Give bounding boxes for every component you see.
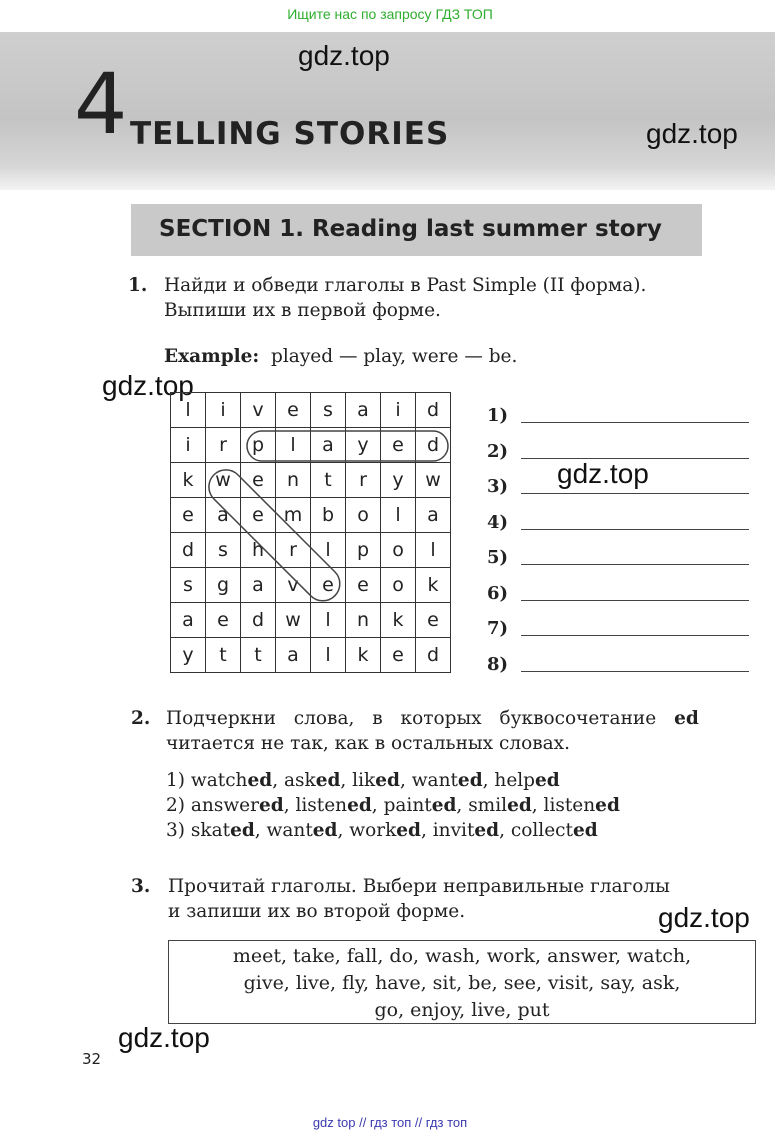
task2-word[interactable]: liked [352, 770, 400, 791]
grid-cell[interactable]: d [416, 428, 451, 463]
grid-cell[interactable]: o [381, 533, 416, 568]
task2-word[interactable]: invited [432, 820, 500, 841]
page-number: 32 [82, 1050, 102, 1068]
task2-word[interactable]: skated [190, 820, 255, 841]
grid-cell[interactable]: d [416, 638, 451, 673]
watermark: gdz.top [658, 902, 750, 933]
grid-row [171, 463, 451, 498]
grid-row [171, 568, 451, 603]
grid-cell[interactable]: i [381, 393, 416, 428]
task2-line2: читается не так, как в остальных словах. [166, 733, 570, 754]
grid-cell[interactable]: d [416, 393, 451, 428]
answer-label: 5) [487, 547, 509, 568]
grid-cell[interactable]: r [346, 463, 381, 498]
grid-cell[interactable]: l [416, 533, 451, 568]
task1-example [164, 344, 517, 369]
grid-cell[interactable]: a [346, 393, 381, 428]
answer-line[interactable] [521, 635, 749, 636]
grid-cell[interactable]: m [276, 498, 311, 533]
grid-cell[interactable]: v [241, 393, 276, 428]
grid-cell[interactable]: e [241, 463, 276, 498]
task2-word[interactable]: listened [543, 795, 620, 816]
task2-word[interactable]: listened [295, 795, 372, 816]
grid-cell[interactable]: l [381, 498, 416, 533]
grid-cell[interactable]: y [381, 463, 416, 498]
grid-cell[interactable]: k [416, 568, 451, 603]
section-title: SECTION 1. Reading last summer story [159, 216, 662, 242]
grid-cell[interactable]: e [381, 638, 416, 673]
grid-row [171, 603, 451, 638]
grid-cell[interactable]: w [206, 463, 241, 498]
grid-cell[interactable]: s [171, 568, 206, 603]
task2-word[interactable]: helped [494, 770, 560, 791]
grid-cell[interactable]: l [276, 428, 311, 463]
chapter-title: TELLING STORIES [130, 116, 450, 152]
watermark: gdz.top [118, 1022, 210, 1053]
grid-cell[interactable]: a [171, 603, 206, 638]
grid-cell[interactable]: h [241, 533, 276, 568]
answer-row [487, 583, 752, 618]
grid-row [171, 638, 451, 673]
grid-cell[interactable]: p [346, 533, 381, 568]
grid-cell[interactable]: a [206, 498, 241, 533]
answer-row [487, 512, 752, 547]
task2-number: 2. [131, 708, 151, 729]
grid-cell[interactable]: l [311, 603, 346, 638]
grid-cell[interactable]: a [276, 638, 311, 673]
grid-cell[interactable]: e [171, 498, 206, 533]
answer-label: 4) [487, 511, 509, 533]
grid-cell[interactable]: n [346, 603, 381, 638]
answer-line[interactable] [521, 493, 749, 494]
grid-cell[interactable]: b [311, 498, 346, 533]
task2-word[interactable]: answered [190, 795, 284, 816]
grid-cell[interactable]: s [206, 533, 241, 568]
grid-row [171, 533, 451, 568]
bottom-note[interactable]: gdz top // гдз топ // гдз топ [312, 1115, 468, 1130]
grid-cell[interactable]: v [276, 568, 311, 603]
task3-number: 3. [131, 876, 151, 897]
verb-box [168, 940, 756, 1024]
answer-label: 6) [487, 582, 509, 604]
grid-cell[interactable]: l [311, 533, 346, 568]
grid-cell[interactable]: k [171, 463, 206, 498]
grid-cell[interactable]: o [346, 498, 381, 533]
answer-line[interactable] [521, 529, 749, 530]
grid-cell[interactable]: i [206, 393, 241, 428]
task1-line1: Найди и обведи глаголы в Past Simple (II форма). [164, 275, 647, 296]
answer-line[interactable] [521, 564, 749, 565]
task2-word[interactable]: collected [510, 820, 598, 841]
grid-row [171, 393, 451, 428]
grid-cell[interactable]: e [416, 603, 451, 638]
task2-row-number: 1) [166, 770, 185, 791]
grid-cell[interactable]: o [381, 568, 416, 603]
grid-cell[interactable]: d [171, 533, 206, 568]
task2-row-number: 3) [166, 820, 185, 841]
answer-label: 2) [487, 440, 509, 462]
grid-row [171, 498, 451, 533]
answer-line[interactable] [521, 671, 749, 672]
task2-word[interactable]: smiled [468, 795, 532, 816]
answer-label: 8) [487, 653, 509, 675]
answer-row [487, 405, 752, 440]
verb-line-1: meet, take, fall, do, wash, work, answer, watch, [232, 945, 692, 967]
word-search-table [170, 392, 451, 673]
grid-cell[interactable]: n [276, 463, 311, 498]
example-label: Example: [164, 346, 260, 367]
grid-cell[interactable]: y [171, 638, 206, 673]
task2-instruction [166, 706, 756, 756]
grid-cell[interactable]: e [276, 393, 311, 428]
watermark: gdz.top [298, 40, 390, 71]
grid-cell[interactable]: a [241, 568, 276, 603]
section-banner [131, 204, 702, 256]
top-note: Ищите нас по запросу ГДЗ ТОП [287, 6, 493, 22]
answer-line[interactable] [521, 422, 749, 423]
grid-cell[interactable]: l [171, 393, 206, 428]
grid-cell[interactable]: d [241, 603, 276, 638]
grid-cell[interactable]: e [311, 568, 346, 603]
grid-cell[interactable]: t [311, 463, 346, 498]
grid-cell[interactable]: a [311, 428, 346, 463]
grid-cell[interactable]: p [241, 428, 276, 463]
watermark: gdz.top [102, 370, 194, 401]
task1-instruction [164, 273, 764, 323]
task2-list [166, 768, 620, 843]
word-search-grid[interactable] [170, 392, 451, 673]
grid-cell[interactable]: y [346, 428, 381, 463]
answer-label: 7) [487, 618, 509, 639]
task2-row: 3) skated, wanted, worked, invited, collected [166, 820, 598, 841]
grid-cell[interactable]: l [311, 638, 346, 673]
task1-number: 1. [128, 275, 148, 296]
grid-cell[interactable]: k [346, 638, 381, 673]
grid-cell[interactable]: t [241, 638, 276, 673]
watermark: gdz.top [646, 118, 738, 149]
task2-word[interactable]: wanted [266, 820, 338, 841]
task2-row: 2) answered, listened, painted, smiled, listened [166, 795, 620, 816]
grid-cell[interactable]: e [206, 603, 241, 638]
grid-cell[interactable]: a [416, 498, 451, 533]
grid-cell[interactable]: k [381, 603, 416, 638]
grid-cell[interactable]: w [416, 463, 451, 498]
grid-cell[interactable]: i [171, 428, 206, 463]
task2-word[interactable]: painted [383, 795, 457, 816]
grid-cell[interactable]: e [241, 498, 276, 533]
task2-line1: Подчеркни слова, в которых буквосочетание ed [166, 708, 699, 729]
task2-row-number: 2) [166, 795, 185, 816]
grid-cell[interactable]: t [206, 638, 241, 673]
example-text: played — play, were — be. [271, 346, 518, 367]
grid-cell[interactable]: e [381, 428, 416, 463]
answer-label: 1) [487, 405, 509, 426]
chapter-number: 4 [74, 55, 128, 153]
grid-cell[interactable]: s [311, 393, 346, 428]
grid-cell[interactable]: g [206, 568, 241, 603]
grid-cell[interactable]: r [276, 533, 311, 568]
grid-cell[interactable]: w [276, 603, 311, 638]
task2-word[interactable]: wanted [411, 770, 483, 791]
task2-row: 1) watched, asked, liked, wanted, helped [166, 770, 560, 791]
watermark: gdz.top [557, 458, 649, 489]
task2-word[interactable]: asked [283, 770, 341, 791]
verb-line-3: go, enjoy, live, put [374, 999, 550, 1021]
task3-line1: Прочитай глаголы. Выбери неправильные глаголы [168, 876, 670, 897]
task1-line2: Выпиши их в первой форме. [164, 300, 441, 321]
grid-cell[interactable]: e [346, 568, 381, 603]
grid-cell[interactable]: r [206, 428, 241, 463]
answer-row [487, 654, 752, 689]
answer-line[interactable] [521, 600, 749, 601]
answer-row [487, 618, 752, 653]
task3-line2: и запиши их во второй форме. [168, 901, 466, 922]
verb-line-2: give, live, fly, have, sit, be, see, visit, say, ask, [243, 972, 681, 994]
grid-row [171, 428, 451, 463]
task2-word[interactable]: worked [349, 820, 421, 841]
answer-label: 3) [487, 476, 509, 497]
answer-row [487, 547, 752, 582]
task2-word[interactable]: watched [190, 770, 273, 791]
